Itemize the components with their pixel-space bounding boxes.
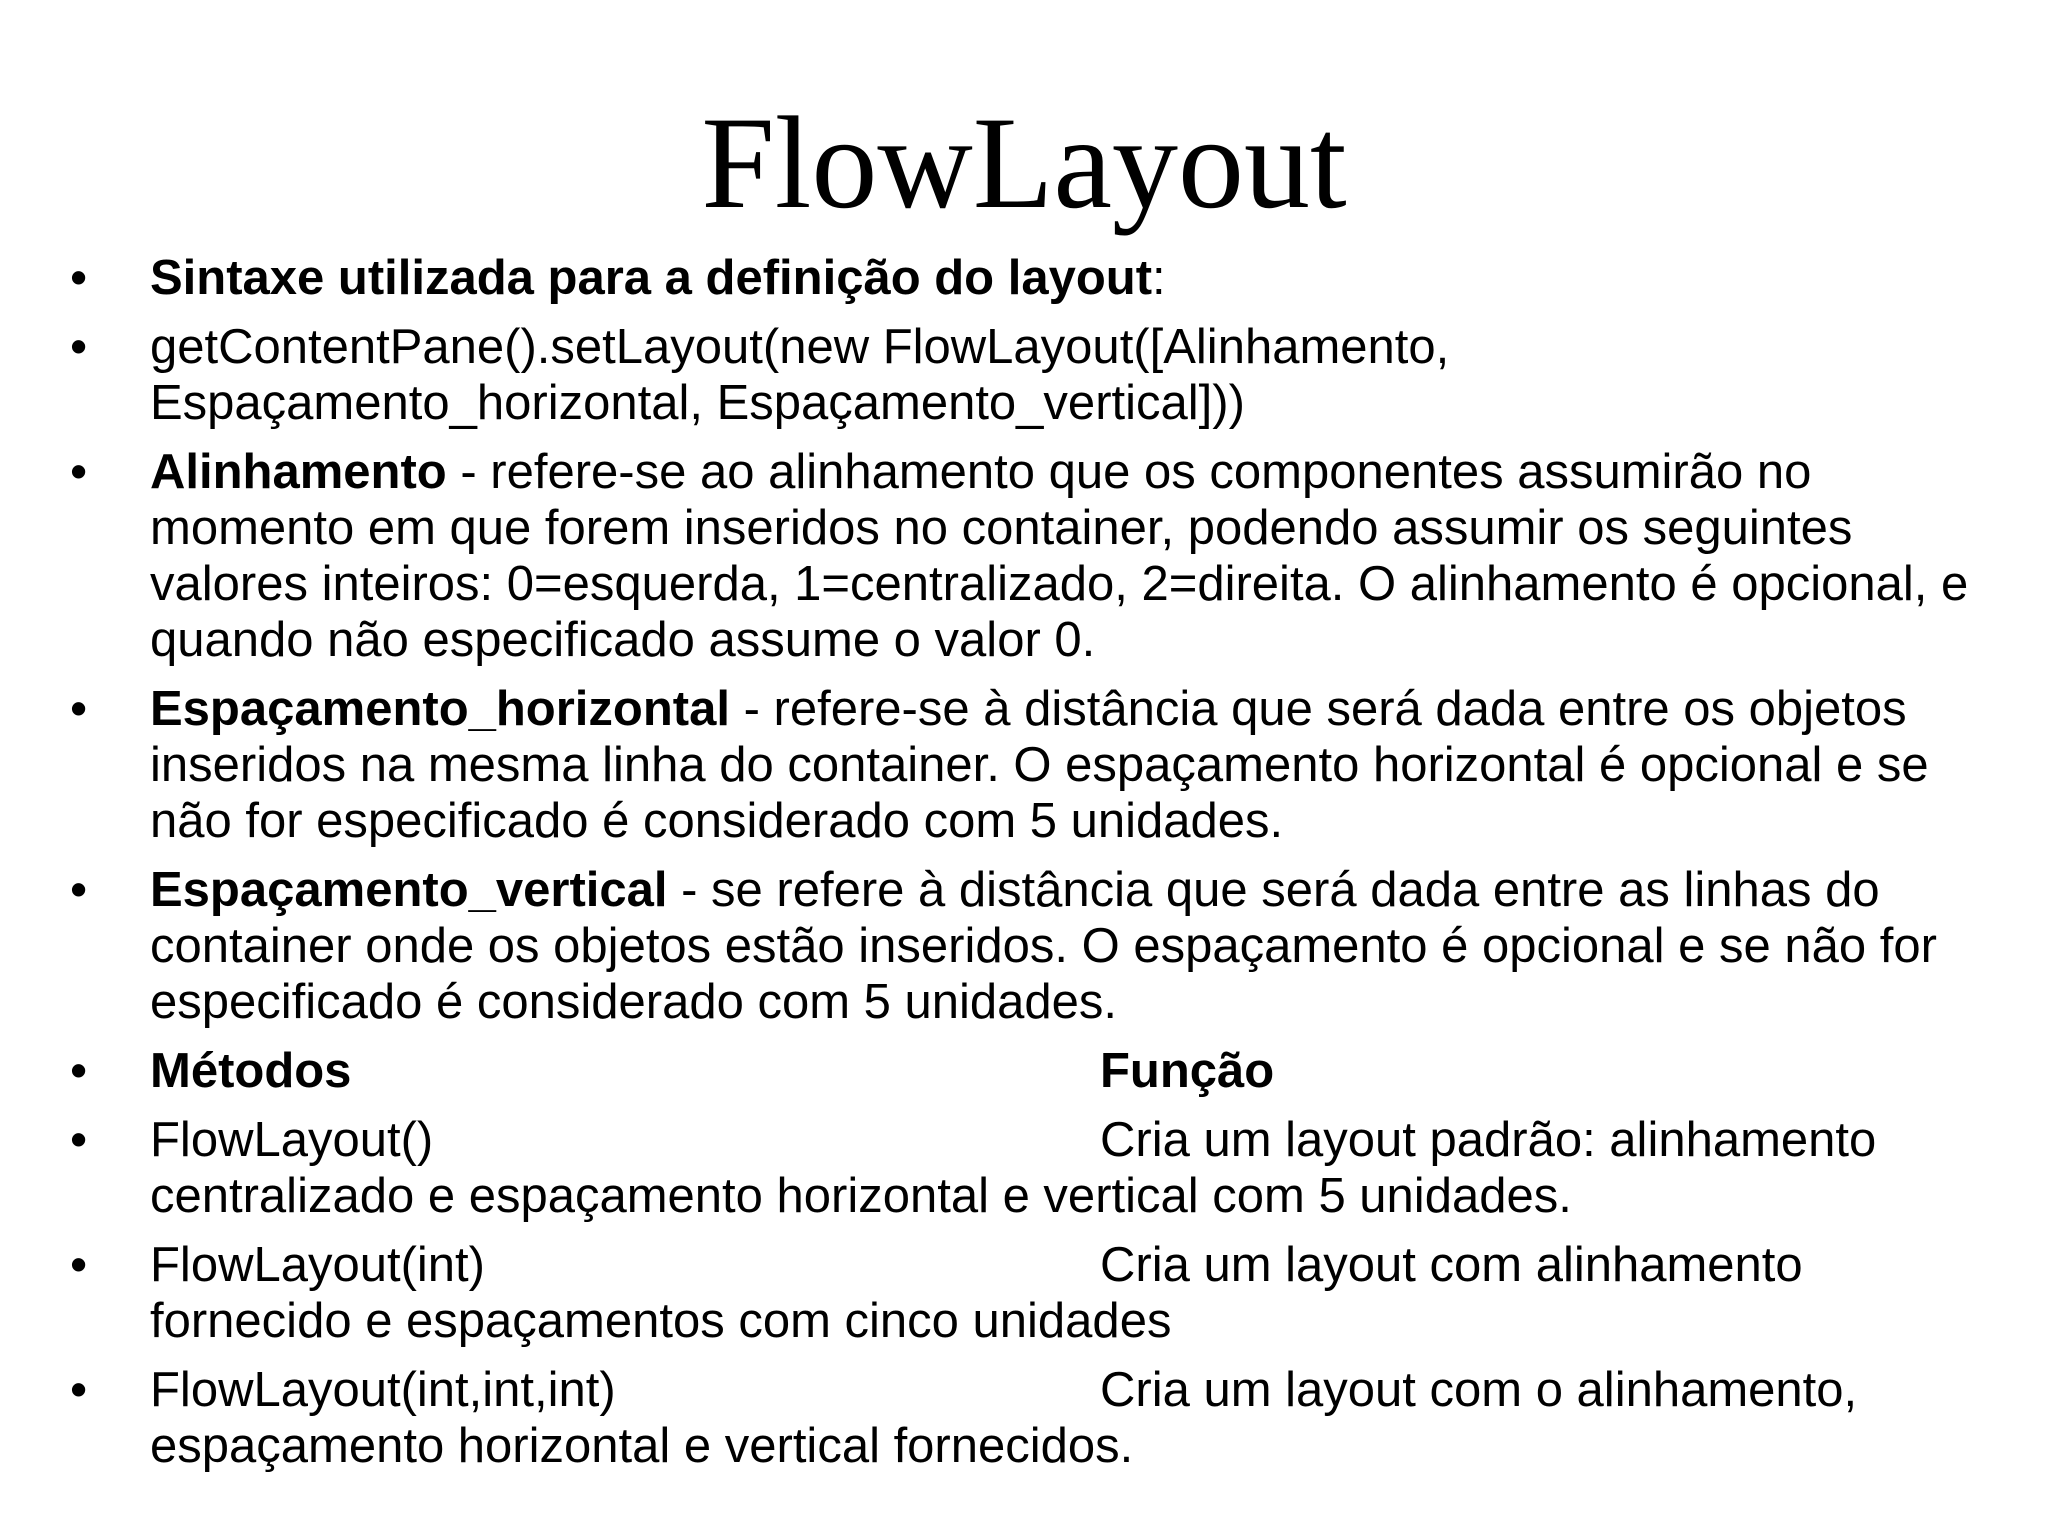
slide-title: FlowLayout — [701, 89, 1347, 236]
methods-header-function: Função — [1100, 1044, 1275, 1098]
bullet-marker: • — [70, 863, 88, 917]
bullet-marker: • — [70, 1044, 88, 1098]
bullet-marker: • — [70, 445, 88, 499]
bullet-text: getContentPane().setLayout(new FlowLayout([Alinhamento, Espaçamento_horizontal, Espaçamento_vertical])) — [150, 320, 1450, 430]
methods-header — [70, 1043, 2010, 1099]
bullet-marker: • — [70, 1113, 88, 1167]
bullet-marker: • — [70, 1363, 88, 1417]
bullet-code-example — [70, 319, 2010, 431]
bullet-bold-text: Espaçamento_vertical — [150, 863, 668, 917]
bullet-text: - refere-se à distância que será dada entre os objetos inseridos na mesma linha do container. O espaçamento horizontal é opcional e se não for especificado é considerado com 5 unidades. — [150, 682, 1929, 848]
bullet-marker: • — [70, 1238, 88, 1292]
bullet-text: - se refere à distância que será dada entre as linhas do container onde os objetos estão inseridos. O espaçamento é opcional e se não for especificado é considerado com 5 unidades. — [150, 863, 1937, 1029]
methods-header-method: Métodos — [150, 1044, 352, 1098]
bullet-marker: • — [70, 320, 88, 374]
method-row — [70, 1362, 2010, 1474]
bullet-text: : — [1152, 251, 1166, 305]
method-row — [70, 1237, 2010, 1349]
method-name: FlowLayout(int,int,int) — [150, 1363, 616, 1417]
bullet-espacamento-horizontal — [70, 681, 2010, 849]
bullet-bold-text: Sintaxe utilizada para a definição do layout — [150, 251, 1153, 305]
bullet-alinhamento — [70, 444, 2010, 668]
method-row — [70, 1112, 2010, 1224]
bullet-list — [70, 250, 2010, 1487]
bullet-text: - refere-se ao alinhamento que os componentes assumirão no momento em que forem inseridos no container, podendo assumir os seguintes valores inteiros: 0=esquerda, 1=centralizado, 2=direita. O alinhamento é opcional, e quando não especificado assume o valor 0. — [150, 445, 1969, 667]
bullet-marker: • — [70, 682, 88, 736]
method-name: FlowLayout(int) — [150, 1238, 485, 1292]
bullet-bold-text: Espaçamento_horizontal — [150, 682, 730, 736]
method-function: Cria um layout com o alinhamento, espaçamento horizontal e vertical fornecidos. — [150, 1363, 1858, 1473]
method-name: FlowLayout() — [150, 1113, 434, 1167]
bullet-bold-text: Alinhamento — [150, 445, 447, 499]
bullet-marker: • — [70, 251, 88, 305]
bullet-espacamento-vertical — [70, 862, 2010, 1030]
method-function: Cria um layout com alinhamento fornecido e espaçamentos com cinco unidades — [150, 1238, 1803, 1348]
method-function: Cria um layout padrão: alinhamento centralizado e espaçamento horizontal e vertical com 5 unidades. — [150, 1113, 1877, 1223]
bullet-syntax — [70, 250, 2010, 306]
